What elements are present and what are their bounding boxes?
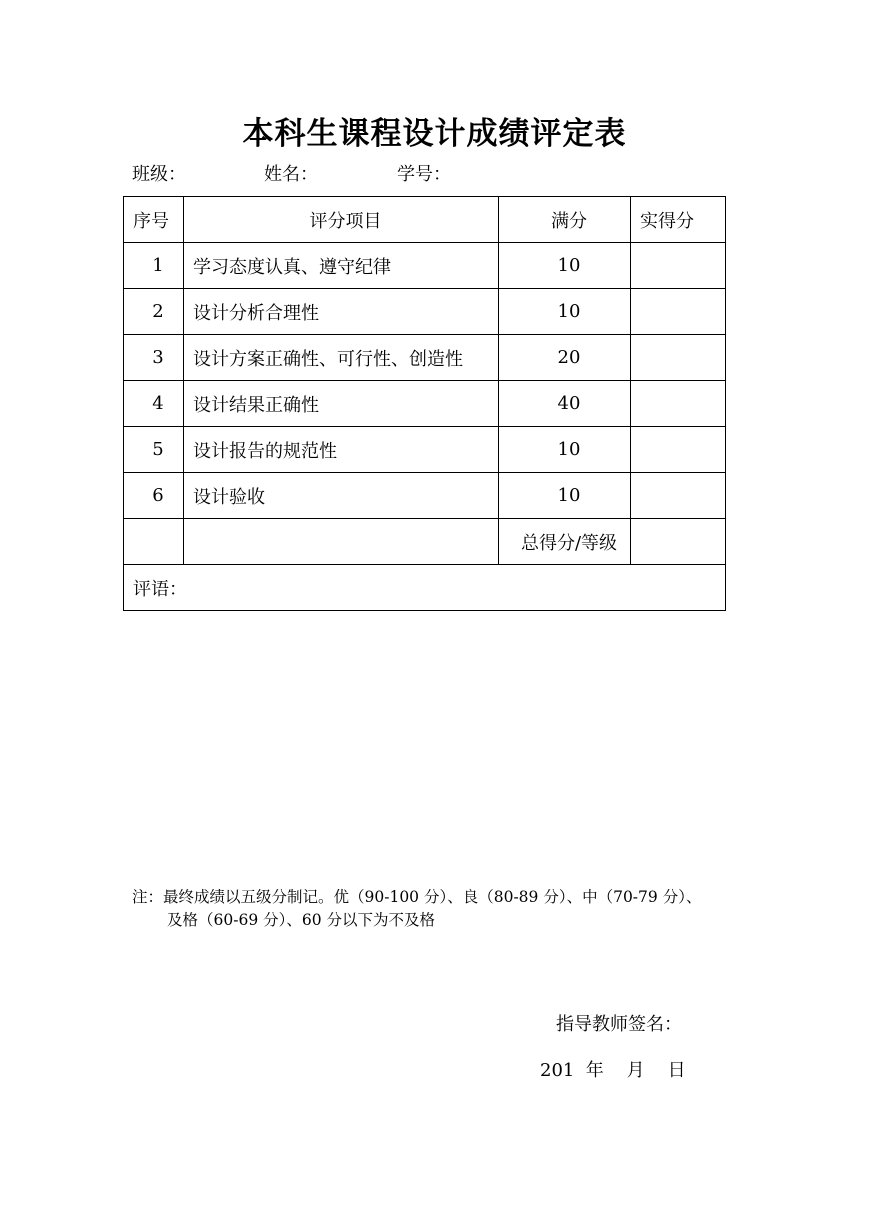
row-no: 3 bbox=[124, 335, 184, 381]
table-row bbox=[124, 381, 726, 427]
comment-row bbox=[124, 565, 726, 611]
table-row bbox=[124, 289, 726, 335]
score-table bbox=[123, 196, 726, 611]
page-title: 本科生课程设计成绩评定表 bbox=[242, 116, 627, 152]
row-actual-score[interactable] bbox=[631, 427, 726, 473]
date-line: 201 年 月 日 bbox=[540, 1060, 686, 1081]
table-row bbox=[124, 473, 726, 519]
row-item: 学习态度认真、遵守纪律 bbox=[184, 243, 499, 289]
comment-label: 评语： bbox=[133, 578, 187, 600]
note-line-2: 及格（60-69 分）、60 分以下为不及格 bbox=[167, 911, 436, 929]
row-full-score: 10 bbox=[499, 473, 631, 519]
total-row bbox=[124, 519, 726, 565]
row-actual-score[interactable] bbox=[631, 243, 726, 289]
total-empty-cell bbox=[184, 519, 499, 565]
row-full-score: 40 bbox=[499, 381, 631, 427]
row-no: 4 bbox=[124, 381, 184, 427]
table-row bbox=[124, 335, 726, 381]
row-actual-score[interactable] bbox=[631, 289, 726, 335]
row-no: 1 bbox=[124, 243, 184, 289]
total-empty-cell bbox=[124, 519, 184, 565]
header-full-score: 满分 bbox=[499, 197, 631, 243]
row-no: 2 bbox=[124, 289, 184, 335]
row-actual-score[interactable] bbox=[631, 473, 726, 519]
header-item: 评分项目 bbox=[184, 197, 499, 243]
header-actual-score: 实得分 bbox=[631, 197, 726, 243]
student-id-label: 学号： bbox=[397, 164, 451, 185]
row-item: 设计结果正确性 bbox=[184, 381, 499, 427]
total-score-cell[interactable] bbox=[631, 519, 726, 565]
student-info-row bbox=[132, 160, 732, 186]
row-item: 设计报告的规范性 bbox=[184, 427, 499, 473]
name-label: 姓名： bbox=[264, 164, 318, 185]
row-full-score: 10 bbox=[499, 289, 631, 335]
row-full-score: 10 bbox=[499, 243, 631, 289]
table-row bbox=[124, 243, 726, 289]
total-label: 总得分/等级 bbox=[499, 519, 631, 565]
row-item: 设计分析合理性 bbox=[184, 289, 499, 335]
row-no: 6 bbox=[124, 473, 184, 519]
row-item: 设计验收 bbox=[184, 473, 499, 519]
class-label: 班级： bbox=[132, 164, 186, 185]
row-actual-score[interactable] bbox=[631, 381, 726, 427]
table-header-row bbox=[124, 197, 726, 243]
note-line-1: 注：最终成绩以五级分制记。优（90-100 分）、良（80-89 分）、中（70-79 分）、 bbox=[132, 888, 702, 906]
row-item: 设计方案正确性、可行性、创造性 bbox=[184, 335, 499, 381]
comment-cell[interactable] bbox=[124, 565, 726, 611]
row-actual-score[interactable] bbox=[631, 335, 726, 381]
table-row bbox=[124, 427, 726, 473]
grading-note bbox=[132, 886, 701, 932]
row-full-score: 20 bbox=[499, 335, 631, 381]
teacher-signature-label: 指导教师签名： bbox=[556, 1014, 682, 1035]
row-full-score: 10 bbox=[499, 427, 631, 473]
header-no: 序号 bbox=[124, 197, 184, 243]
row-no: 5 bbox=[124, 427, 184, 473]
